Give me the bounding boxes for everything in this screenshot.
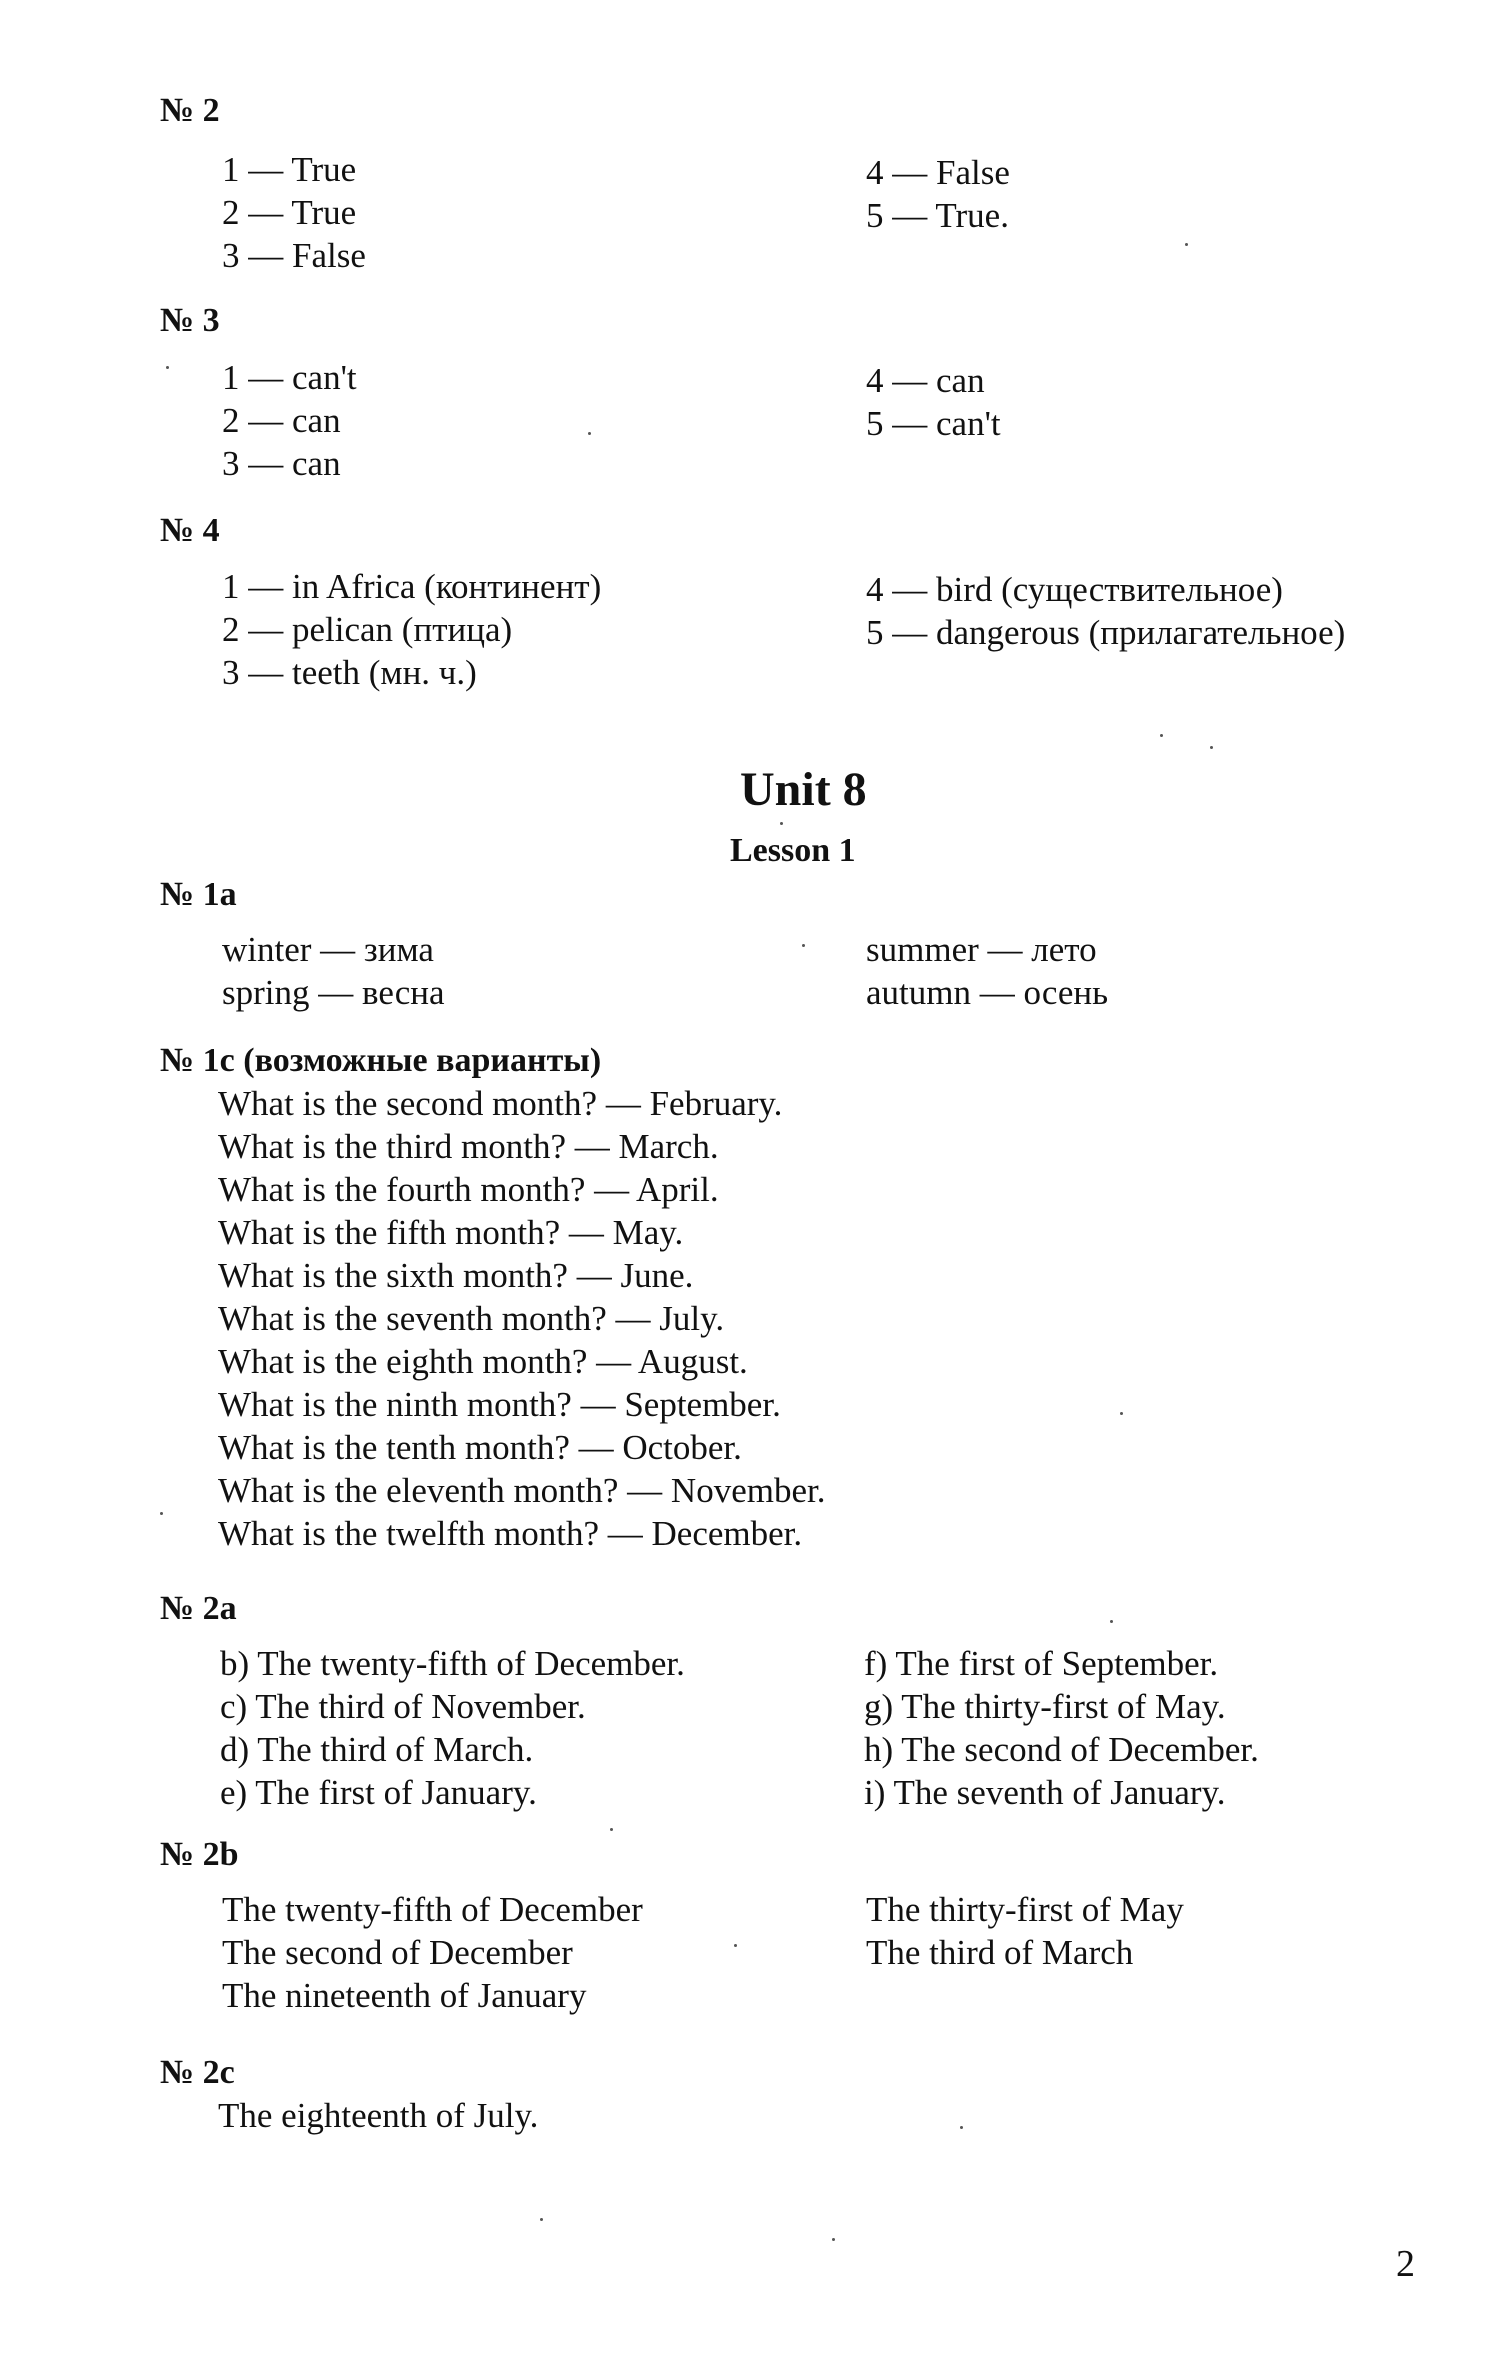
scan-speck xyxy=(610,1828,613,1831)
date-line: The eighteenth of July. xyxy=(218,2096,539,2135)
section-3-right-column xyxy=(866,359,1001,445)
answer-line: 3 — False xyxy=(222,236,366,275)
scan-speck xyxy=(960,2126,963,2129)
answer-line: 5 — dangerous (прилагательное) xyxy=(866,613,1346,652)
date-line: c) The third of November. xyxy=(220,1687,586,1726)
question-line: What is the ninth month? — September. xyxy=(218,1385,781,1424)
section-2b-left-column xyxy=(222,1888,643,2017)
question-line: What is the fourth month? — April. xyxy=(218,1170,719,1209)
date-line: e) The first of January. xyxy=(220,1773,537,1812)
date-line: d) The third of March. xyxy=(220,1730,534,1769)
lesson-title: Lesson 1 xyxy=(730,832,856,869)
scan-speck xyxy=(780,822,783,825)
scan-speck xyxy=(540,2218,543,2221)
vocab-line: spring — весна xyxy=(222,973,445,1012)
date-line: The thirty-first of May xyxy=(866,1890,1184,1929)
question-line: What is the fifth month? — May. xyxy=(218,1213,684,1252)
scan-speck xyxy=(1185,243,1188,246)
scan-speck xyxy=(1110,1620,1113,1623)
section-heading-1a: № 1a xyxy=(160,876,237,913)
date-line: The third of March xyxy=(866,1933,1134,1972)
scan-speck xyxy=(588,432,591,435)
answer-line: 1 — can't xyxy=(222,358,357,397)
section-heading-1c: № 1c (возможные варианты) xyxy=(160,1042,602,1079)
question-line: What is the third month? — March. xyxy=(218,1127,719,1166)
section-1a-right-column xyxy=(866,928,1108,1014)
question-line: What is the sixth month? — June. xyxy=(218,1256,694,1295)
answer-line: 2 — can xyxy=(222,401,341,440)
vocab-line: winter — зима xyxy=(222,930,434,969)
date-line: f) The first of September. xyxy=(864,1644,1219,1683)
section-1a-left-column xyxy=(222,928,445,1014)
date-line: The nineteenth of January xyxy=(222,1976,587,2015)
scan-speck xyxy=(160,1512,163,1515)
answer-line: 4 — can xyxy=(866,361,985,400)
section-2c-lines xyxy=(218,2094,538,2137)
answer-line: 4 — bird (существительное) xyxy=(866,570,1283,609)
section-heading-2c: № 2c xyxy=(160,2054,235,2091)
question-line: What is the seventh month? — July. xyxy=(218,1299,725,1338)
scan-speck xyxy=(802,944,805,947)
section-2a-right-column xyxy=(864,1642,1259,1814)
section-heading-2b: № 2b xyxy=(160,1836,239,1873)
scan-speck xyxy=(166,366,169,369)
section-3-left-column xyxy=(222,356,357,485)
answer-line: 1 — in Africa (континент) xyxy=(222,567,602,606)
scan-speck xyxy=(832,2238,835,2241)
answer-line: 3 — can xyxy=(222,444,341,483)
answer-line: 2 — pelican (птица) xyxy=(222,610,513,649)
question-line: What is the twelfth month? — December. xyxy=(218,1514,803,1553)
answer-line: 4 — False xyxy=(866,153,1010,192)
page-number: 2 xyxy=(1396,2243,1415,2285)
date-line: i) The seventh of January. xyxy=(864,1773,1226,1812)
date-line: The second of December xyxy=(222,1933,573,1972)
date-line: b) The twenty-fifth of December. xyxy=(220,1644,685,1683)
section-2b-right-column xyxy=(866,1888,1184,1974)
answer-line: 3 — teeth (мн. ч.) xyxy=(222,653,477,692)
question-line: What is the tenth month? — October. xyxy=(218,1428,742,1467)
answer-line: 2 — True xyxy=(222,193,357,232)
section-heading-2: № 2 xyxy=(160,92,220,129)
scan-speck xyxy=(1120,1412,1123,1415)
date-line: h) The second of December. xyxy=(864,1730,1259,1769)
vocab-line: autumn — осень xyxy=(866,973,1109,1012)
section-2-left-column xyxy=(222,148,366,277)
answer-line: 1 — True xyxy=(222,150,357,189)
section-4-left-column xyxy=(222,565,601,694)
section-2a-left-column xyxy=(220,1642,685,1814)
section-heading-4: № 4 xyxy=(160,512,220,549)
unit-title: Unit 8 xyxy=(740,763,867,816)
scan-speck xyxy=(734,1944,737,1947)
section-2-right-column xyxy=(866,151,1010,237)
date-line: g) The thirty-first of May. xyxy=(864,1687,1226,1726)
answer-line: 5 — can't xyxy=(866,404,1001,443)
date-line: The twenty-fifth of December xyxy=(222,1890,643,1929)
scan-speck xyxy=(1160,734,1163,737)
question-line: What is the second month? — February. xyxy=(218,1084,783,1123)
section-1c-lines xyxy=(218,1082,825,1555)
question-line: What is the eleventh month? — November. xyxy=(218,1471,826,1510)
question-line: What is the eighth month? — August. xyxy=(218,1342,748,1381)
scan-speck xyxy=(1210,746,1213,749)
section-heading-3: № 3 xyxy=(160,302,220,339)
vocab-line: summer — лето xyxy=(866,930,1097,969)
section-4-right-column xyxy=(866,568,1345,654)
section-heading-2a: № 2a xyxy=(160,1590,237,1627)
answer-line: 5 — True. xyxy=(866,196,1009,235)
